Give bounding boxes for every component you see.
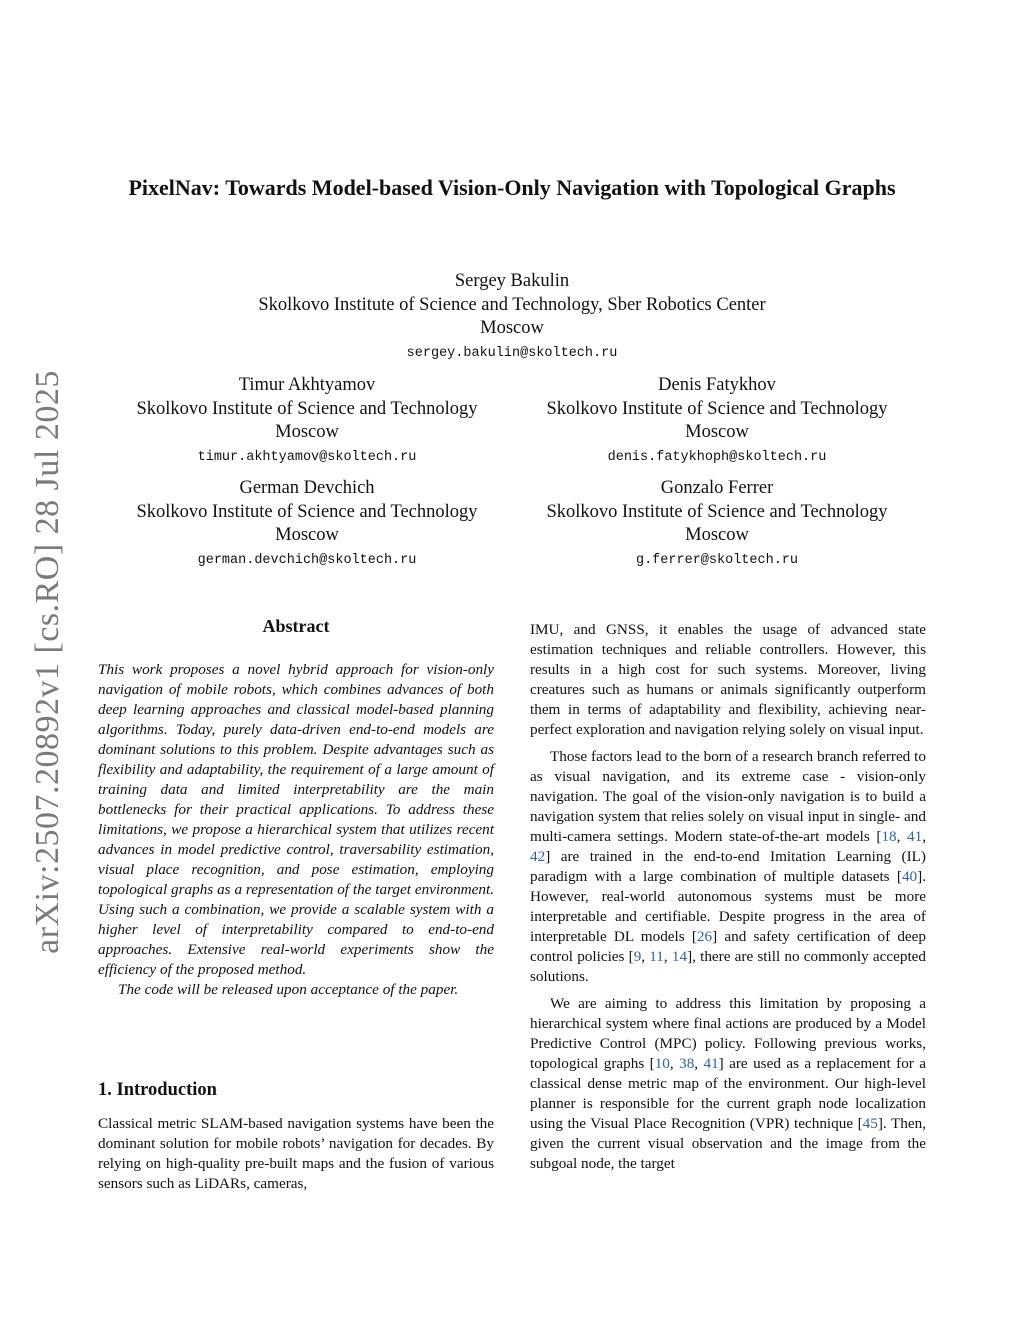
abstract-code-note: The code will be released upon acceptance of the paper. [118,981,459,998]
author-city: Moscow [275,525,339,545]
right-column [530,620,926,1174]
paragraph-text: ]. Then, given the current visual observation and the image from the subgoal node, the target [530,1115,926,1172]
author-name: Timur Akhtyamov [238,375,376,395]
author-block [97,374,517,468]
author-email[interactable]: g.ferrer@skoltech.ru [635,552,799,568]
author-name: Sergey Bakulin [454,271,570,291]
citation-separator: , [669,1055,680,1072]
paragraph-text: Those factors lead to the born of a research branch referred to as visual navigation, and its extreme case - vision-only navigation. The goal of the vision-only navigation is to build a navigation system that relies solely on visual input in single- and multi-camera settings. Modern state-of-the-art models [ [530,748,926,845]
paragraph-text: ], there are still no commonly accepted solutions. [530,948,926,985]
paragraph-text: ] are trained in the end-to-end Imitation Learning (IL) paradigm with a large combination of multiple datasets [ [530,848,926,885]
intro-paragraph-2 [530,747,926,987]
author-affiliation: Skolkovo Institute of Science and Technology [546,501,888,522]
intro-paragraph-1-continued: IMU, and GNSS, it enables the usage of advanced state estimation techniques and reliable controllers. However, this results in a high cost for such systems. Moreover, living creatures such as humans or animals significantly outperform them in terms of adaptability and flexibility, achieving near-perfect exploration and navigation relying solely on visual input. [530,621,926,738]
citation-link[interactable]: 41 [907,828,923,845]
abstract-section [98,660,494,1000]
author-affiliation: Skolkovo Institute of Science and Technology [136,398,478,419]
intro-paragraph-3 [530,994,926,1174]
abstract-body: This work proposes a novel hybrid approach for vision-only navigation of mobile robots, which combines advances of both deep learning approaches and classical model-based planning algorithms. Today, purely data-driven end-to-end models are dominant solutions to this problem. Despite advantages such as flexibility and adaptability, the requirement of a large amount of training data and limited interpretability are the main bottlenecks for their practical applications. To address these limitations, we propose a hierarchical system that utilizes recent advances in model predictive control, traversability estimation, visual place recognition, and pose estimation, employing topological graphs as a representation of the target environment. Using such a combination, we provide a scalable system with a higher level of interpretability compared to end-to-end approaches. Extensive real-world experiments show the efficiency of the proposed method. [98,661,494,978]
citation-separator: , [694,1055,704,1072]
author-email[interactable]: timur.akhtyamov@skoltech.ru [197,449,417,465]
paragraph-text: ] and safety certification of deep control policies [ [530,928,926,965]
author-email[interactable]: sergey.bakulin@skoltech.ru [406,345,618,361]
author-city: Moscow [480,318,544,338]
paragraph-text: ] are used as a replacement for a classical dense metric map of the environment. Our high-level planner is responsible for the current graph node localization using the Visual Place Recognition (VPR) technique [ [530,1055,926,1132]
author-email[interactable]: german.devchich@skoltech.ru [197,552,417,568]
author-name: Denis Fatykhov [658,375,776,395]
author-name: German Devchich [239,478,375,498]
citation-link[interactable]: 26 [696,928,713,945]
paragraph-text: ]. However, real-world autonomous systems must be more interpretable and certifiable. Despite progress in the area of interpretable DL models [ [530,868,926,945]
author-affiliation: Skolkovo Institute of Science and Technology [136,501,478,522]
citation-link[interactable]: 38 [679,1055,695,1072]
citation-separator: , [922,828,927,845]
section-heading-introduction: 1. Introduction [98,1080,217,1100]
citation-link[interactable]: 9 [633,948,642,965]
citation-link[interactable]: 42 [530,848,546,865]
citation-separator: , [663,948,672,965]
author-affiliation: Skolkovo Institute of Science and Technology [546,398,888,419]
author-city: Moscow [685,422,749,442]
citation-separator: , [896,828,908,845]
citation-link[interactable]: 10 [654,1055,670,1072]
author-email[interactable]: denis.fatykhoph@skoltech.ru [607,449,827,465]
author-block [212,270,812,364]
abstract-heading: Abstract [262,616,330,636]
author-name: Gonzalo Ferrer [660,478,774,498]
author-city: Moscow [275,422,339,442]
author-block [97,477,517,571]
author-affiliation: Skolkovo Institute of Science and Technology, Sber Robotics Center [258,294,766,315]
citation-link[interactable]: 40 [901,868,918,885]
paragraph-text: Classical metric SLAM-based navigation systems have been the dominant solution for mobile robots’ navigation for decades. By relying on high-quality pre-built maps and the fusion of various sensors such as LiDARs, cameras, [98,1115,494,1192]
arxiv-identifier-stamp: arXiv:2507.20892v1 [cs.RO] 28 Jul 2025 [29,370,66,954]
author-block [507,374,927,468]
citation-link[interactable]: 18 [881,828,897,845]
citation-link[interactable]: 41 [703,1055,719,1072]
citation-link[interactable]: 11 [649,948,664,965]
intro-paragraph-1 [98,1114,494,1194]
citation-link[interactable]: 14 [671,948,688,965]
citation-link[interactable]: 45 [862,1115,878,1132]
citation-separator: , [641,948,650,965]
paragraph-text: We are aiming to address this limitation by proposing a hierarchical system where final actions are produced by a Model Predictive Control (MPC) policy. Following previous works, topological graphs [ [530,995,926,1072]
author-block [507,477,927,571]
paper-title: PixelNav: Towards Model-based Vision-Only Navigation with Topological Graphs [128,175,896,200]
author-city: Moscow [685,525,749,545]
